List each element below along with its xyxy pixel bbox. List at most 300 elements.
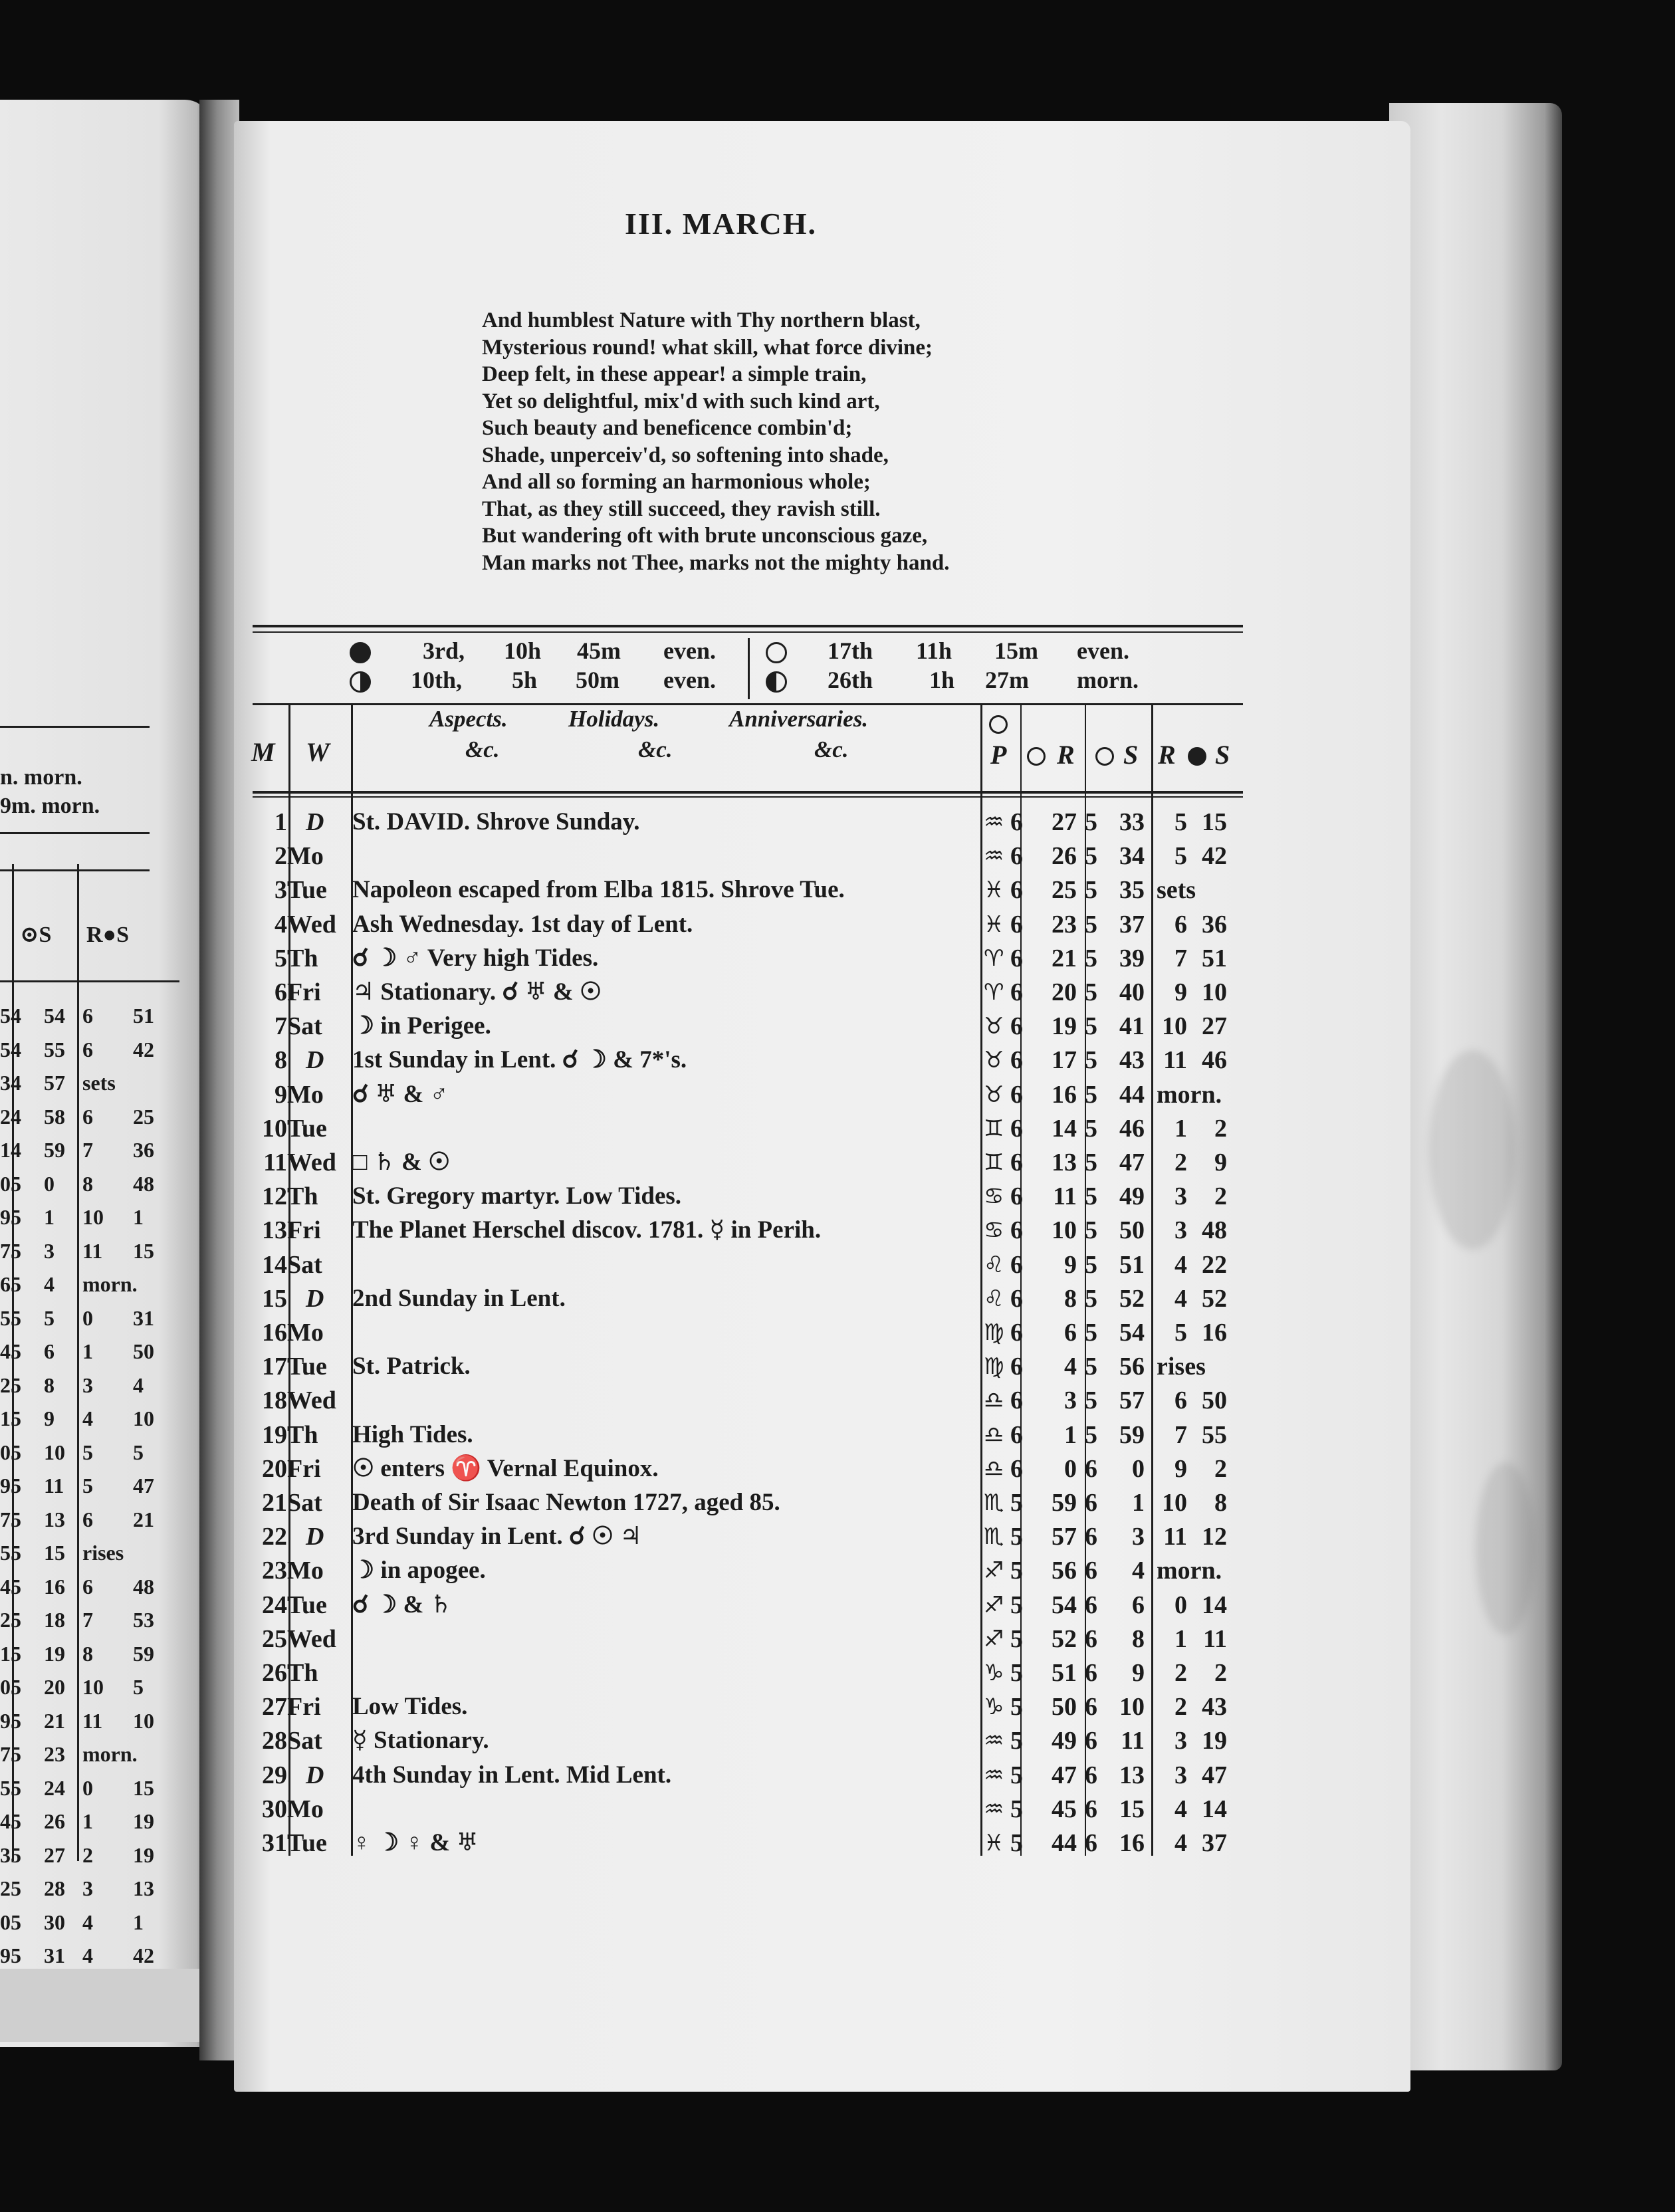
left-table-row	[0, 1943, 199, 1975]
zodiac-sign: ♉	[984, 1013, 1004, 1040]
table-row	[253, 873, 1243, 907]
sun-rise-hour: 5	[1010, 1523, 1023, 1551]
left-cell: 36	[133, 1138, 154, 1162]
moon-rise-set-hour: 4	[1174, 1829, 1187, 1857]
moon-rise-set-minute: 2	[1214, 1182, 1227, 1211]
moon-rise-set-hour: 11	[1163, 1046, 1187, 1075]
left-cell: 42	[133, 1037, 154, 1061]
new-moon-icon	[350, 642, 371, 663]
left-cell: 45	[0, 1574, 21, 1599]
left-table-row	[0, 1910, 199, 1942]
sun-set-hour: 5	[1085, 1046, 1097, 1075]
week-day: Th	[287, 1420, 318, 1449]
header-etc: &c.	[814, 736, 849, 762]
sun-rise-hour: 6	[1010, 1216, 1023, 1245]
week-day: Wed	[287, 1149, 336, 1176]
week-day: Th	[287, 944, 318, 972]
zodiac-sign: ♏	[984, 1490, 1004, 1516]
moon-rise-set-hour: 7	[1174, 944, 1187, 972]
left-cell: 75	[0, 1238, 21, 1263]
left-table-row	[0, 1339, 199, 1371]
sun-rise-minute: 52	[1052, 1624, 1077, 1653]
sun-set-minute: 4	[1132, 1557, 1145, 1585]
sun-rise-minute: 10	[1052, 1216, 1077, 1245]
left-cell: 55	[0, 1541, 21, 1565]
poem-line: Yet so delightful, mix'd with such kind art,	[482, 389, 880, 413]
moon-rise-set-minute: 14	[1202, 1795, 1227, 1823]
sun-rise-hour: 6	[1010, 808, 1023, 836]
sun-rise-minute: 59	[1052, 1489, 1077, 1517]
left-cell: 10	[133, 1406, 154, 1430]
left-cell: 31	[133, 1305, 154, 1330]
left-table-row	[0, 1507, 199, 1539]
week-day: Wed	[287, 1386, 336, 1415]
sun-rise-hour: 5	[1010, 1591, 1023, 1619]
week-day: Mo	[287, 842, 324, 871]
left-table-row	[0, 1541, 199, 1573]
sun-set-hour: 5	[1085, 944, 1097, 972]
week-day: Tue	[287, 1353, 327, 1381]
day-number: 9	[275, 1080, 287, 1109]
moon-rise-set-hour: 5	[1174, 1319, 1187, 1347]
left-table-row	[0, 1474, 199, 1505]
left-cell: 95	[0, 1205, 21, 1229]
zodiac-sign: ♉	[984, 1081, 1004, 1108]
week-day: Sat	[287, 1250, 322, 1279]
event-text: ☌ ☽ & ♄	[352, 1591, 452, 1618]
left-table-row	[0, 1306, 199, 1338]
sun-set-hour: 5	[1085, 910, 1097, 939]
moon-rise-set-hour: 6	[1174, 1386, 1187, 1415]
left-cell: 26	[44, 1809, 65, 1833]
left-cell: 24	[44, 1775, 65, 1800]
left-table-row	[0, 1004, 199, 1036]
day-number: 27	[262, 1693, 287, 1721]
day-number: 14	[262, 1250, 287, 1279]
event-text: St. Patrick.	[352, 1353, 471, 1381]
paper-stain	[1476, 1462, 1535, 1635]
sun-rise-minute: 4	[1064, 1353, 1077, 1381]
moon-rise-set-minute: 2	[1214, 1659, 1227, 1687]
moon-rise-set-hour: 9	[1174, 1454, 1187, 1483]
left-rule	[0, 869, 150, 871]
phase-date: 3rd,	[423, 637, 465, 664]
day-number: 13	[262, 1216, 287, 1245]
sun-rise-minute: 9	[1064, 1250, 1077, 1279]
left-cell: 19	[44, 1641, 65, 1666]
event-text: Low Tides.	[352, 1693, 468, 1721]
phase-date: 10th,	[411, 667, 463, 693]
left-cell: 5	[133, 1440, 144, 1464]
sun-set-minute: 46	[1119, 1114, 1145, 1143]
moon-rise-set-hour: 2	[1174, 1693, 1187, 1721]
header-moon-place: P	[990, 740, 1007, 770]
table-row	[253, 1078, 1243, 1111]
left-cell: 42	[133, 1943, 154, 1967]
table-row	[253, 1180, 1243, 1213]
phase-divider	[748, 638, 750, 699]
left-cell: 3	[82, 1373, 93, 1397]
first-quarter-icon	[350, 671, 371, 693]
sun-rise-minute: 23	[1052, 910, 1077, 939]
left-cell: 5	[44, 1305, 55, 1330]
left-table-row	[0, 1105, 199, 1137]
phase-period: morn.	[1077, 667, 1139, 693]
zodiac-sign: ♉	[984, 1047, 1004, 1074]
day-number: 1	[275, 808, 287, 836]
sun-set-hour: 5	[1085, 1216, 1097, 1245]
zodiac-sign: ♈	[984, 979, 1004, 1006]
left-cell: 1	[133, 1910, 144, 1934]
header-holidays: Holidays.	[568, 706, 660, 732]
sun-set-minute: 51	[1119, 1250, 1145, 1279]
left-rule	[0, 980, 179, 982]
moon-rise-set-hour: 3	[1174, 1727, 1187, 1755]
poem-line: That, as they still succeed, they ravish still.	[482, 497, 881, 521]
week-day: Th	[287, 1659, 318, 1687]
table-row	[253, 1656, 1243, 1690]
day-number: 30	[262, 1795, 287, 1823]
left-table-row	[0, 1709, 199, 1741]
left-rule	[0, 726, 150, 728]
sun-rise-minute: 13	[1052, 1149, 1077, 1176]
table-row	[253, 1589, 1243, 1622]
sun-rise-minute: 3	[1064, 1386, 1077, 1415]
left-table-row	[0, 1440, 199, 1472]
left-cell: 1	[133, 1205, 144, 1229]
left-cell: 5	[82, 1474, 93, 1497]
left-table-row	[0, 1205, 199, 1237]
sun-set-minute: 41	[1119, 1012, 1145, 1041]
day-number: 25	[262, 1624, 287, 1653]
moon-rise-set-minute: 43	[1202, 1693, 1227, 1721]
sun-rise-minute: 49	[1052, 1727, 1077, 1755]
sun-set-minute: 43	[1119, 1046, 1145, 1075]
header-sun-sets: S	[1123, 740, 1139, 770]
day-number: 2	[275, 842, 287, 871]
table-row	[253, 1554, 1243, 1587]
week-day: Sat	[287, 1489, 322, 1517]
left-cell: 23	[44, 1742, 65, 1766]
week-day: Tue	[287, 1114, 327, 1143]
moon-rise-set-minute: 12	[1202, 1523, 1227, 1551]
day-number: 26	[262, 1659, 287, 1687]
sun-rise-hour: 6	[1010, 1353, 1023, 1381]
moon-rise-set-minute: 10	[1202, 978, 1227, 1006]
left-cell: 15	[133, 1775, 154, 1800]
day-number: 22	[262, 1523, 287, 1551]
phase-rule	[253, 703, 1243, 705]
phase-minute: 15m	[994, 637, 1038, 664]
sun-set-hour: 5	[1085, 1319, 1097, 1347]
zodiac-sign: ♎	[984, 1455, 1004, 1482]
sun-rise-minute: 51	[1052, 1659, 1077, 1687]
left-cell: 45	[0, 1339, 21, 1363]
left-table-row	[0, 1843, 199, 1875]
sun-set-minute: 0	[1132, 1454, 1145, 1483]
left-cell: 6	[82, 1104, 93, 1129]
week-day: Wed	[287, 910, 336, 939]
left-cell: 55	[0, 1305, 21, 1330]
moon-rise-set-minute: 8	[1214, 1489, 1227, 1517]
sun-rise-hour: 5	[1010, 1693, 1023, 1721]
left-table-row	[0, 1172, 199, 1204]
moon-place-icon	[989, 715, 1008, 734]
day-number: 24	[262, 1591, 287, 1619]
table-row	[253, 1622, 1243, 1656]
sun-rise-hour: 6	[1010, 1284, 1023, 1313]
week-day: Th	[287, 1182, 318, 1211]
zodiac-sign: ♑	[984, 1660, 1004, 1686]
sun-set-hour: 5	[1085, 842, 1097, 871]
sun-rise-minute: 44	[1052, 1829, 1077, 1857]
moon-rise-set-minute: 42	[1202, 842, 1227, 871]
sun-set-minute: 11	[1121, 1727, 1145, 1755]
left-cell: 9	[44, 1406, 55, 1430]
table-row	[253, 1690, 1243, 1723]
book-gutter	[199, 100, 239, 2060]
moon-rise-set-hour: 3	[1174, 1182, 1187, 1211]
moon-rise-set-text: sets	[1157, 876, 1196, 905]
sun-set-hour: 5	[1085, 1114, 1097, 1143]
table-row	[253, 1350, 1243, 1383]
header-sun-rises: R	[1057, 740, 1075, 770]
left-cell: 34	[0, 1071, 21, 1095]
zodiac-sign: ♒	[984, 809, 1004, 835]
event-text: Death of Sir Isaac Newton 1727, aged 85.	[352, 1489, 780, 1516]
table-row	[253, 1248, 1243, 1281]
top-rule	[253, 631, 1243, 633]
poem-line: And humblest Nature with Thy northern blast,	[482, 308, 921, 332]
event-text: ♃ Stationary. ☌ ♅ & ☉	[352, 978, 602, 1006]
left-cell: 4	[44, 1272, 55, 1296]
table-row	[253, 1759, 1243, 1792]
poem-line: And all so forming an harmonious whole;	[482, 470, 871, 494]
left-table-row	[0, 1642, 199, 1674]
left-table-row	[0, 1575, 199, 1606]
left-cell: 59	[133, 1641, 154, 1666]
left-cell: 4	[133, 1373, 144, 1397]
sun-set-hour: 5	[1085, 1250, 1097, 1279]
moon-rise-set-minute: 11	[1203, 1624, 1227, 1653]
event-text: Ash Wednesday. 1st day of Lent.	[352, 910, 693, 938]
sun-set-minute: 40	[1119, 978, 1145, 1006]
sun-rise-hour: 6	[1010, 842, 1023, 871]
sun-icon	[1027, 747, 1046, 766]
sun-rise-hour: 6	[1010, 1114, 1023, 1143]
sun-set-minute: 44	[1119, 1080, 1145, 1109]
moon-rise-set-minute: 36	[1202, 910, 1227, 939]
left-cell: 15	[0, 1641, 21, 1666]
left-cell: 58	[44, 1104, 65, 1129]
table-row	[253, 1452, 1243, 1486]
event-text: Napoleon escaped from Elba 1815. Shrove Tue.	[352, 876, 845, 904]
sun-rise-minute: 57	[1052, 1523, 1077, 1551]
left-cell: 6	[82, 1037, 93, 1061]
left-cell: 51	[133, 1004, 154, 1028]
left-cell: 50	[133, 1339, 154, 1363]
sun-rise-hour: 5	[1010, 1727, 1023, 1755]
left-header-moon-rs: R●S	[86, 923, 129, 947]
moon-rise-set-minute: 55	[1202, 1420, 1227, 1449]
left-cell: 05	[0, 1440, 21, 1464]
left-cell: 8	[44, 1373, 55, 1397]
day-number: 17	[262, 1353, 287, 1381]
moon-rise-set-minute: 2	[1214, 1114, 1227, 1143]
sun-set-hour: 6	[1085, 1489, 1097, 1517]
left-cell: 1	[82, 1809, 93, 1833]
table-row	[253, 1486, 1243, 1519]
moon-rise-set-text: morn.	[1157, 1080, 1222, 1109]
day-number: 4	[275, 910, 287, 939]
phase-hour: 11h	[916, 637, 952, 664]
moon-rise-set-minute: 16	[1202, 1319, 1227, 1347]
sun-set-hour: 5	[1085, 876, 1097, 905]
zodiac-sign: ♊	[984, 1115, 1004, 1142]
moon-rise-set-hour: 6	[1174, 910, 1187, 939]
week-day: D	[306, 1523, 324, 1551]
moon-rise-set-minute: 9	[1214, 1149, 1227, 1176]
left-cell: 0	[44, 1171, 55, 1196]
left-cell: 15	[0, 1406, 21, 1430]
week-day: D	[306, 1284, 324, 1313]
table-row	[253, 1282, 1243, 1315]
sun-set-hour: 5	[1085, 808, 1097, 836]
left-cell: 35	[0, 1842, 21, 1867]
zodiac-sign: ♑	[984, 1694, 1004, 1721]
event-text: □ ♄ & ☉	[352, 1149, 451, 1176]
sun-rise-hour: 5	[1010, 1624, 1023, 1653]
table-row	[253, 1112, 1243, 1145]
sun-set-hour: 5	[1085, 1182, 1097, 1211]
left-cell: 21	[133, 1507, 154, 1531]
left-cell: 95	[0, 1943, 21, 1967]
moon-rise-set-minute: 19	[1202, 1727, 1227, 1755]
sun-set-minute: 47	[1119, 1149, 1145, 1176]
table-row	[253, 942, 1243, 975]
left-cell: 48	[133, 1574, 154, 1599]
event-text: ♀ ☽ ♀ & ♅	[352, 1829, 479, 1856]
left-cell: 31	[44, 1943, 65, 1967]
moon-rise-set-hour: 1	[1174, 1624, 1187, 1653]
event-text: 1st Sunday in Lent. ☌ ☽ & 7*'s.	[352, 1046, 687, 1074]
sun-set-minute: 56	[1119, 1353, 1145, 1381]
poem-line: Deep felt, in these appear! a simple train,	[482, 362, 867, 386]
sun-set-hour: 5	[1085, 1284, 1097, 1313]
day-number: 21	[262, 1489, 287, 1517]
sun-rise-hour: 6	[1010, 978, 1023, 1006]
left-cell: 21	[44, 1708, 65, 1733]
left-cell: 25	[0, 1373, 21, 1397]
moon-rise-set-hour: 0	[1174, 1591, 1187, 1619]
moon-rise-set-hour: 3	[1174, 1216, 1187, 1245]
moon-rise-set-minute: 22	[1202, 1250, 1227, 1279]
day-number: 15	[262, 1284, 287, 1313]
phase-minute: 50m	[576, 667, 619, 693]
left-cell: 75	[0, 1507, 21, 1531]
event-text: High Tides.	[352, 1420, 473, 1448]
header-anniversaries: Anniversaries.	[729, 706, 869, 732]
left-table-row	[0, 1776, 199, 1808]
zodiac-sign: ♓	[984, 877, 1004, 904]
left-cell: 27	[44, 1842, 65, 1867]
week-day: Mo	[287, 1557, 324, 1585]
table-row	[253, 1384, 1243, 1417]
zodiac-sign: ♈	[984, 944, 1004, 972]
zodiac-sign: ♌	[984, 1251, 1004, 1278]
left-cell: 75	[0, 1742, 21, 1766]
page-title: III. MARCH.	[625, 207, 818, 241]
week-day: Fri	[287, 978, 321, 1006]
sun-rise-minute: 19	[1052, 1012, 1077, 1041]
left-cell: 47	[133, 1474, 154, 1497]
table-row	[253, 1826, 1243, 1860]
sun-set-hour: 6	[1085, 1795, 1097, 1823]
paper-stain	[1429, 1050, 1515, 1250]
sun-icon	[1095, 747, 1114, 766]
day-number: 16	[262, 1319, 287, 1347]
phase-hour: 5h	[512, 667, 538, 693]
left-cell: 4	[82, 1406, 93, 1430]
zodiac-sign: ♍	[984, 1319, 1004, 1346]
left-cell: 19	[133, 1842, 154, 1867]
sun-rise-hour: 6	[1010, 1182, 1023, 1211]
moon-rise-set-minute: 48	[1202, 1216, 1227, 1245]
phase-period: even.	[663, 667, 716, 693]
sun-rise-hour: 6	[1010, 944, 1023, 972]
left-cell: 10	[82, 1675, 104, 1699]
left-cell: 57	[44, 1071, 65, 1095]
header-rule	[253, 796, 1243, 798]
sun-rise-hour: 6	[1010, 1454, 1023, 1483]
moon-rise-set-minute: 2	[1214, 1454, 1227, 1483]
zodiac-sign: ♎	[984, 1421, 1004, 1448]
sun-set-hour: 6	[1085, 1523, 1097, 1551]
week-day: Tue	[287, 876, 327, 905]
moon-rise-set-hour: 4	[1174, 1284, 1187, 1313]
sun-set-minute: 49	[1119, 1182, 1145, 1211]
sun-rise-minute: 45	[1052, 1795, 1077, 1823]
moon-rise-set-hour: 5	[1174, 808, 1187, 836]
left-cell: sets	[82, 1071, 116, 1095]
poem-line: Shade, unperceiv'd, so softening into shade,	[482, 443, 889, 467]
left-table-row	[0, 1809, 199, 1841]
header-month-day: M	[251, 737, 275, 767]
left-cell: 54	[0, 1004, 21, 1028]
week-day: D	[306, 1046, 324, 1075]
left-cell: 10	[44, 1440, 65, 1464]
left-cell: 6	[82, 1507, 93, 1531]
left-cell: 4	[82, 1943, 93, 1967]
moon-rise-set-hour: 1	[1174, 1114, 1187, 1143]
left-cell: 05	[0, 1910, 21, 1934]
left-cell: 59	[44, 1138, 65, 1162]
left-cell: 55	[0, 1775, 21, 1800]
left-cell: 13	[44, 1507, 65, 1531]
phase-hour: 10h	[504, 637, 542, 664]
left-cell: 0	[82, 1305, 93, 1330]
sun-rise-hour: 5	[1010, 1489, 1023, 1517]
left-table-row	[0, 1071, 199, 1103]
left-table-row	[0, 1675, 199, 1707]
zodiac-sign: ♊	[984, 1149, 1004, 1176]
left-table-row	[0, 1406, 199, 1438]
left-cell: 7	[82, 1608, 93, 1632]
zodiac-sign: ♐	[984, 1557, 1004, 1585]
left-cell: 95	[0, 1474, 21, 1497]
sun-rise-hour: 6	[1010, 1420, 1023, 1449]
left-page-corner	[0, 1969, 199, 2042]
